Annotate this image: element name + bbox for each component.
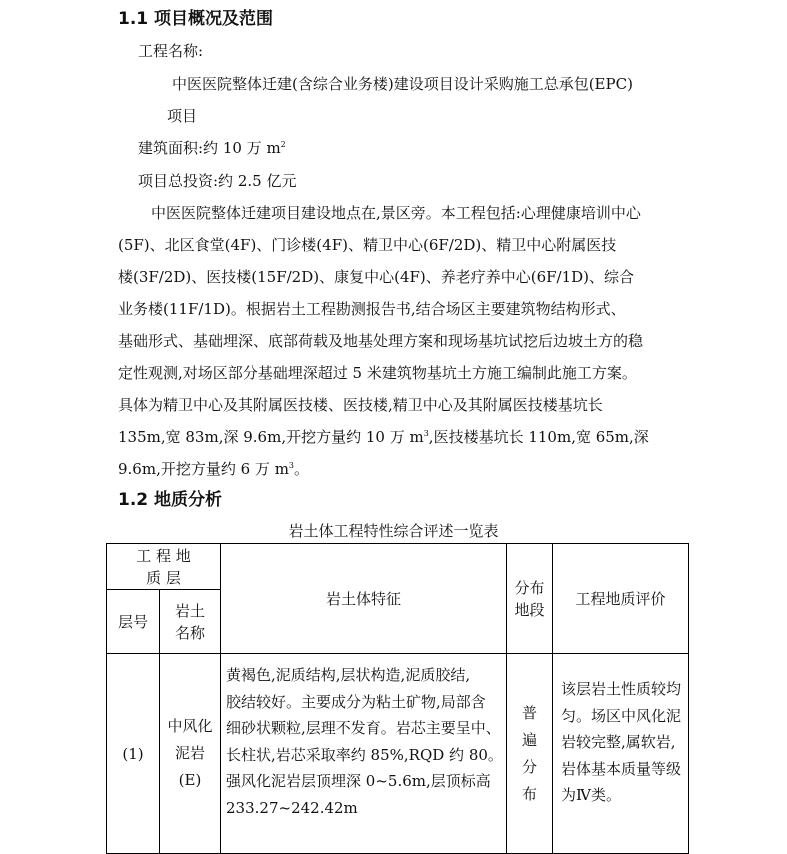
- evaluation-cell: 该层岩土性质较均 匀。场区中风化泥 岩较完整,属软岩, 岩体基本质量等级 为Ⅳ类。: [553, 654, 689, 854]
- paragraph-line: 中医医院整体迁建项目建设地点在,景区旁。本工程包括:心理健康培训中心: [151, 204, 641, 222]
- header-layer-no: 层号: [107, 590, 160, 654]
- features-cell: 黄褐色,泥质结构,层状构造,泥质胶结, 胶结较好。主要成分为粘土矿物,局部含 细砂状颗粒,层理不发育。岩芯主要呈中、 长柱状,岩芯采取率约 85%,RQD 约 80。 强风化泥岩层顶埋深 0~5.6m,层顶标高 233.27~242.42m: [221, 654, 507, 854]
- project-name-line-2: 项目: [167, 107, 198, 125]
- table-header-row: [107, 544, 689, 590]
- paragraph-line: 定性观测,对场区部分基础埋深超过 5 米建筑物基坑土方施工编制此施工方案。: [118, 364, 637, 382]
- distribution-cell: 普 遍 分 布: [507, 654, 553, 854]
- paragraph-line: 业务楼(11F/1D)。根据岩土工程勘测报告书,结合场区主要建筑物结构形式、: [118, 300, 626, 318]
- soil-name-cell: 中风化 泥岩 (E): [160, 654, 221, 854]
- table-row: [107, 654, 689, 854]
- paragraph-line: 基础形式、基础埋深、底部荷载及地基处理方案和现场基坑试挖后边坡土方的稳: [118, 332, 644, 350]
- header-soil-name: 岩土 名称: [160, 590, 221, 654]
- section-heading-1: 1.1 项目概况及范围: [118, 9, 274, 29]
- layer-no-cell: (1): [107, 654, 160, 854]
- paragraph-line: 楼(3F/2D)、医技楼(15F/2D)、康复中心(4F)、养老疗养中心(6F/1D)、综合: [118, 268, 635, 286]
- paragraph-line: (5F)、北区食堂(4F)、门诊楼(4F)、精卫中心(6F/2D)、精卫中心附属医技: [118, 236, 617, 254]
- geology-table: [106, 543, 689, 854]
- paragraph-line: 具体为精卫中心及其附属医技楼、医技楼,精卫中心及其附属医技楼基坑长: [118, 396, 603, 414]
- section-heading-2: 1.2 地质分析: [118, 490, 223, 510]
- project-name-line-1: 中医医院整体迁建(含综合业务楼)建设项目设计采购施工总承包(EPC): [172, 75, 633, 93]
- paragraph-line: 9.6m,开挖方量约 6 万 $m^3$。: [118, 460, 310, 478]
- building-area: 建筑面积:约 10 万 $m^2$: [138, 139, 286, 157]
- total-investment: 项目总投资:约 2.5 亿元: [138, 172, 297, 190]
- table-caption: 岩土体工程特性综合评述一览表: [288, 522, 499, 540]
- header-evaluation: 工程地质评价: [553, 544, 689, 654]
- project-name-label: 工程名称:: [138, 42, 204, 60]
- header-features: 岩土体特征: [221, 544, 507, 654]
- header-geologic-layer: 工 程 地 质 层: [107, 544, 221, 590]
- paragraph-line: 135m,宽 83m,深 9.6m,开挖方量约 10 万 $m^3$,医技楼基坑长 110m,宽 65m,深: [118, 428, 649, 446]
- header-distribution: 分布 地段: [507, 544, 553, 654]
